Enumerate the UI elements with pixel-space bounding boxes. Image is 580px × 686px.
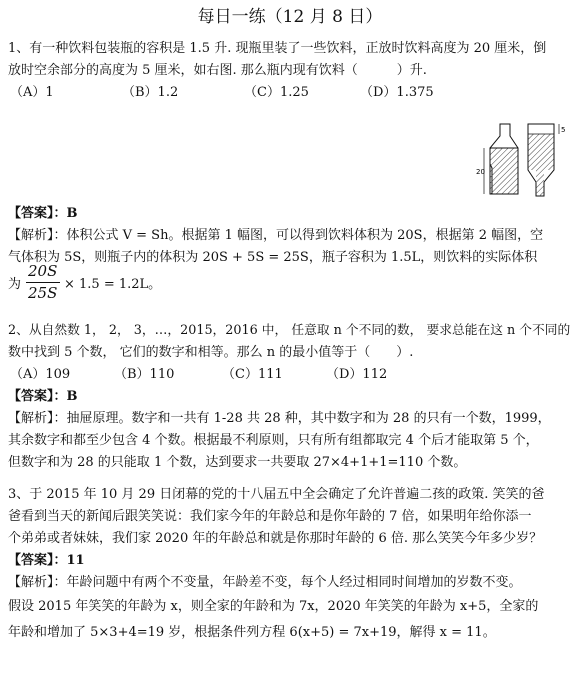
inverted-bottle — [528, 124, 565, 196]
upright-bottle — [476, 124, 518, 194]
q2-analysis-line3: 但数字和为 28 的只能取 1 个数，达到要求一共要取 27×4+1+1=110 个数。 — [8, 455, 467, 470]
q1-analysis-line2: 气体积为 5S，则瓶子内的体积为 20S + 5S = 25S，瓶子容积为 1.5L，则饮料的实际体积 — [8, 250, 538, 265]
fraction-bar — [26, 282, 60, 283]
q3-text-line2: 爸看到当天的新闻后跟笑笑说：我们家今年的年龄总和是你年龄的 7 倍，如果明年给你添一 — [8, 509, 532, 524]
q2-analysis-line2: 其余数字和都至少包含 4 个数。根据最不利原则，只有所有组都取完 4 个后才能取第 5 个， — [8, 433, 539, 448]
q2-analysis-line1: 【解析】：抽屉原理。数字和一共有 1-28 共 28 种，其中数字和为 28 的只有一个数，1999， — [8, 411, 551, 426]
q3-answer: 【答案】：11 — [8, 553, 85, 568]
fraction-denominator: 25S — [28, 284, 58, 302]
q1-text-line1: 1、有一种饮料包装瓶的容积是 1.5 升. 现瓶里装了一些饮料，正放时饮料高度为 20 厘米，倒 — [8, 41, 547, 56]
q2-option-d: （D）112 — [326, 367, 388, 382]
q1-answer: 【答案】：B — [8, 206, 78, 221]
q3-analysis-line2: 假设 2015 年笑笑的年龄为 x，则全家的年龄和为 7x，2020 年笑笑的年龄为 x+5，全家的 — [8, 599, 539, 614]
q1-text-line2: 放时空余部分的高度为 5 厘米，如右图. 那么瓶内现有饮料（ ）升. — [8, 63, 427, 78]
q2-answer: 【答案】：B — [8, 389, 78, 404]
q2-option-a: （A）109 — [10, 367, 71, 382]
height-label-20: 20 — [476, 168, 485, 176]
q1-option-c: （C）1.25 — [244, 85, 309, 100]
q2-text-line2: 数中找到 5 个数， 它们的数字和相等。那么 n 的最小值等于（ ）. — [8, 345, 414, 360]
q3-analysis-line3: 年龄和增加了 5×3+4=19 岁，根据条件列方程 6(x+5) = 7x+19，解得 x = 11。 — [8, 625, 496, 640]
q2-text-line1: 2、从自然数 1， 2， 3，…，2015，2016 中， 任意取 n 个不同的数， 要求总能在这 n 个不同的 — [8, 323, 571, 338]
fraction-numerator: 20S — [28, 262, 58, 280]
q1-analysis-suffix: × 1.5 = 1.2L。 — [64, 277, 162, 292]
q1-analysis-line1: 【解析】：体积公式 V = Sh。根据第 1 幅图，可以得到饮料体积为 20S，根据第 2 幅图，空 — [8, 228, 544, 243]
bottle-figure — [470, 118, 570, 200]
page-title: 每日一练（12 月 8 日） — [197, 7, 383, 27]
height-label-5: 5 — [561, 126, 566, 134]
q1-option-b: （B）1.2 — [122, 85, 179, 100]
q3-text-line3: 个弟弟或者妹妹，我们家 2020 年的年龄总和就是你那时年龄的 6 倍. 那么笑笑今年多少岁？ — [8, 531, 543, 546]
q2-option-c: （C）111 — [222, 367, 283, 382]
q3-text-line1: 3、于 2015 年 10 月 29 日闭幕的党的十八届五中全会确定了允许普遍二孩的政策. 笑笑的爸 — [8, 487, 545, 502]
q1-analysis-prefix: 为 — [8, 277, 22, 292]
q3-analysis-line1: 【解析】：年龄问题中有两个不变量，年龄差不变，每个人经过相同时间增加的岁数不变。 — [8, 575, 522, 590]
q2-option-b: （B）110 — [114, 367, 175, 382]
q1-option-a: （A）1 — [10, 85, 54, 100]
q1-option-d: （D）1.375 — [360, 85, 434, 100]
